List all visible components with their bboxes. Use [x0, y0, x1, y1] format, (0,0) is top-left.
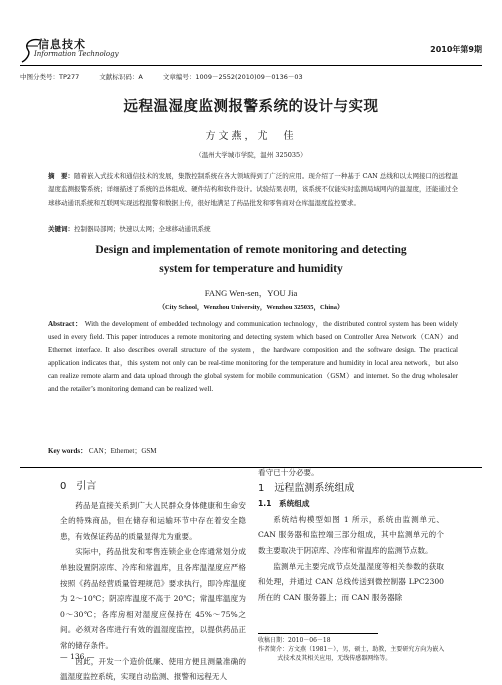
- journal-name-cn: 信息技术: [38, 38, 86, 51]
- clc-number: 中图分类号：TP277: [20, 73, 80, 81]
- abstract-en: [48, 318, 458, 395]
- abstract-cn-label: 摘 要：: [48, 172, 75, 180]
- keywords-en-text: CAN；Ethernet；GSM: [88, 447, 157, 455]
- right-column-continuation: 看守已十分必要。: [258, 468, 319, 477]
- author-bio-line2: 式技术及其相关应用，无线传感器网络等。: [277, 655, 392, 662]
- article-id: 文章编号：1009－2552(2010)09－0136－03: [162, 73, 303, 81]
- affiliation-cn: （温州大学城市学院，温州 325035）: [195, 151, 307, 159]
- intro-paragraph-3: 因此，开发一个造价低廉、使用方便且测量准确的温湿度监控系统，实现自动监测、报警和远程无人: [60, 656, 246, 682]
- keywords-en-label: Key words：: [48, 447, 88, 455]
- system-paragraph-1: 系统结构模型如图 1 所示，系统由监测单元、CAN 服务器和监控端三部分组成，其中监测单元的个数主要取决于阴凉库、冷库和常温库的监测节点数。: [258, 514, 444, 555]
- subsection-heading: 1.1 系统组成: [258, 499, 310, 509]
- affiliation-en: （City School，Wenzhou University，Wenzhou 325035，China）: [158, 304, 344, 311]
- system-paragraph-2: 监测单元主要完成节点处温湿度等相关参数的获取和处理，并通过 CAN 总线传送到微控制器 LPC2300 所在的 CAN 服务器上；而 CAN 服务器除: [258, 561, 444, 602]
- keywords-en: [48, 446, 157, 456]
- keywords-cn-label: 关键词：: [48, 225, 74, 233]
- authors-cn: 方文燕，尤 佳: [205, 131, 297, 142]
- intro-paragraph-1: 药品是直接关系到广大人民群众身体健康和生命安全的特殊商品，但在储存和运输环节中存在着安全隐患，有效保证药品的质量显得尤为重要。: [60, 500, 246, 541]
- header-rule: [20, 65, 482, 66]
- journal-name-en: Information Technology: [34, 50, 119, 58]
- keywords-cn: [48, 224, 458, 233]
- received-date: 收稿日期：2010－06－18: [258, 637, 331, 644]
- footnote-rule: [258, 633, 378, 634]
- abstract-en-text: With the development of embedded technology and communication technology，the distributed control system has been widely used in every field. This paper introduces a remote monitoring and detecting system which based on Controller Area Network（CAN）and Ethernet interface. It also describes overall structure of the system，the hardware composition and the software design. The practical application indicates that，this system not only can be real-time monitoring for the temperature and humidity in local area network，but also can realize remote alarm and data upload through the global system for mobile communication（GSM）and internet. So the drug wholesaler and the retailer’s monitoring demand can be realized well.: [48, 320, 458, 393]
- title-en-line1: Design and implementation of remote monitoring and detecting: [95, 244, 407, 256]
- article-title-en: [0, 241, 502, 279]
- keywords-cn-text: 控制器局部网；快速以太网；全球移动通讯系统: [74, 225, 211, 233]
- abstract-en-label: Abstract：: [48, 320, 83, 328]
- abstract-cn-text: 随着嵌入式技术和通信技术的发展，集散控制系统在各大领域得到了广泛的应用。现介绍了一种基于 CAN 总线和以太网接口的远程温湿度监测报警系统；详细描述了系统的总体组成、硬件结构和软件设计。试验结果表明，该系统不仅能实时监测局域网内的温湿度，还能通过全球移动通讯系统和互联网实现远程报警和数据上传，很好地满足了药品批发和零售商对仓库温湿度监控要求。: [48, 172, 459, 207]
- section-heading-intro: 0 引言: [60, 481, 97, 492]
- authors-en: FANG Wen-sen，YOU Jia: [204, 288, 298, 298]
- title-en-line2: system for temperature and humidity: [159, 263, 343, 275]
- footnote: [258, 636, 488, 663]
- issue-label: 2010年第9期: [430, 45, 482, 54]
- section-heading-system: 1 远程监测系统组成: [258, 482, 355, 494]
- journal-logo: [20, 36, 140, 68]
- page-number: — 136 —: [60, 652, 95, 661]
- right-column: [258, 465, 444, 605]
- article-meta: [20, 72, 321, 81]
- document-code: 文献标识码：A: [99, 73, 143, 81]
- article-title-cn: 远程温湿度监测报警系统的设计与实现: [123, 99, 379, 115]
- intro-paragraph-2: 实际中，药品批发和零售连锁企业仓库通常划分成单独设置阴凉库、冷库和常温库，且各库温湿度应严格按照《药品经营质量管理规范》要求执行，即冷库温度为 2～10℃；阴凉库温度不高于 20℃；常温库温度为 0～30℃；各库房相对湿度应保持在 45%～75%之间。必须对各库进行有效的温湿度监控，以提供药品正常的储存条件。: [60, 547, 246, 650]
- abstract-cn: [48, 170, 458, 210]
- author-bio-line1: 作者简介：方文燕（1981－），男，硕士，助教，主要研究方向为嵌入: [258, 646, 445, 653]
